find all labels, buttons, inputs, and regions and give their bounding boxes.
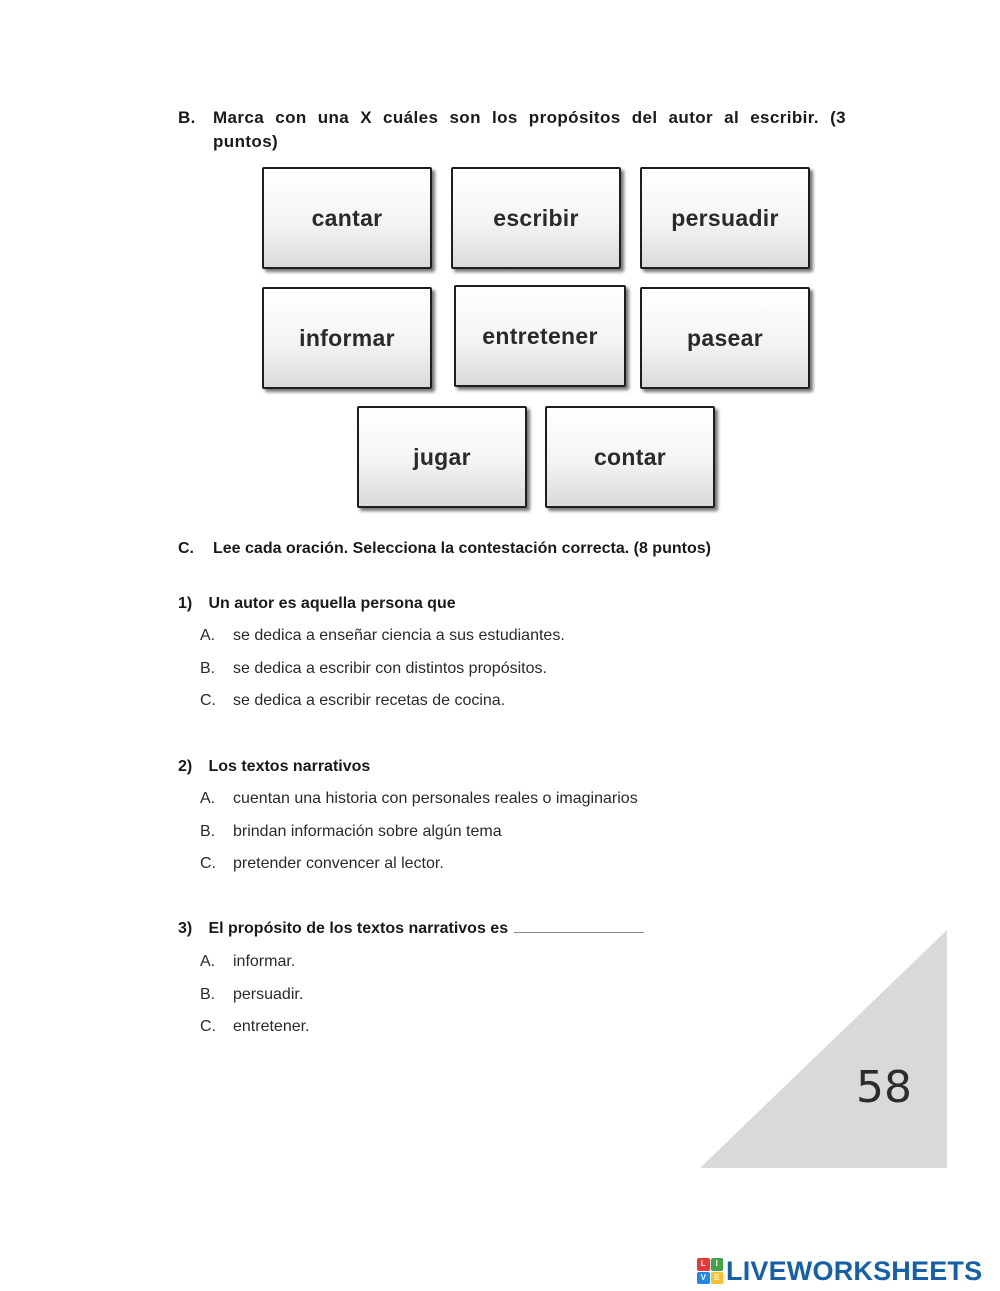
- option-letter: A.: [200, 790, 216, 807]
- liveworksheets-logo-text: LIVEWORKSHEETS: [726, 1255, 983, 1286]
- option-letter: A.: [200, 627, 216, 644]
- option-text: persuadir.: [233, 986, 304, 1003]
- option-text: brindan información sobre algún tema: [233, 823, 502, 840]
- option-letter: C.: [200, 855, 216, 872]
- option-text: se dedica a escribir con distintos propósitos.: [233, 660, 547, 677]
- option-letter: B.: [200, 660, 216, 677]
- option-letter: C.: [200, 1018, 216, 1035]
- section-b-letter: B.: [178, 108, 196, 127]
- option-text: se dedica a enseñar ciencia a sus estudiantes.: [233, 627, 565, 644]
- word-box-contar[interactable]: contar: [545, 406, 715, 508]
- word-box-persuadir[interactable]: persuadir: [640, 167, 810, 269]
- word-box-jugar[interactable]: jugar: [357, 406, 527, 508]
- answer-blank-line[interactable]: [514, 931, 644, 933]
- question-prompt: El propósito de los textos narrativos es: [208, 920, 509, 937]
- question-number: 3): [178, 920, 193, 937]
- word-box-cantar[interactable]: cantar: [262, 167, 432, 269]
- option-text: cuentan una historia con personales reales o imaginarios: [233, 790, 638, 807]
- question-3: [178, 918, 644, 940]
- logo-icon-tile: I: [711, 1258, 724, 1271]
- section-c-instruction: Lee cada oración. Selecciona la contestación correcta. (8 puntos): [213, 540, 711, 557]
- liveworksheets-logo[interactable]: [697, 1253, 982, 1289]
- logo-icon-tile: E: [711, 1272, 724, 1285]
- logo-icon-tile: V: [697, 1272, 710, 1285]
- question-prompt: Los textos narrativos: [208, 758, 371, 775]
- option-letter: B.: [200, 823, 216, 840]
- option-letter: C.: [200, 692, 216, 709]
- option-letter: B.: [200, 986, 216, 1003]
- question-3-option-c[interactable]: [200, 1016, 310, 1038]
- word-box-entretener[interactable]: entretener: [454, 285, 626, 387]
- question-number: 1): [178, 595, 193, 612]
- option-text: informar.: [233, 953, 296, 970]
- word-box-escribir[interactable]: escribir: [451, 167, 621, 269]
- corner-triangle-shape: [700, 930, 947, 1168]
- section-b-instruction: Marca con una X cuáles son los propósitos del autor al escribir. (3 puntos): [213, 108, 846, 151]
- logo-icon-tile: L: [697, 1258, 710, 1271]
- page-number: 58: [856, 1062, 912, 1113]
- option-text: se dedica a escribir recetas de cocina.: [233, 692, 506, 709]
- liveworksheets-logo-icon: [697, 1258, 723, 1284]
- question-3-option-b[interactable]: [200, 984, 303, 1006]
- option-letter: A.: [200, 953, 216, 970]
- option-text: entretener.: [233, 1018, 310, 1035]
- option-text: pretender convencer al lector.: [233, 855, 444, 872]
- question-prompt: Un autor es aquella persona que: [208, 595, 456, 612]
- word-box-pasear[interactable]: pasear: [640, 287, 810, 389]
- question-number: 2): [178, 758, 193, 775]
- question-3-option-a[interactable]: [200, 951, 295, 973]
- word-box-informar[interactable]: informar: [262, 287, 432, 389]
- section-c-letter: C.: [178, 540, 194, 557]
